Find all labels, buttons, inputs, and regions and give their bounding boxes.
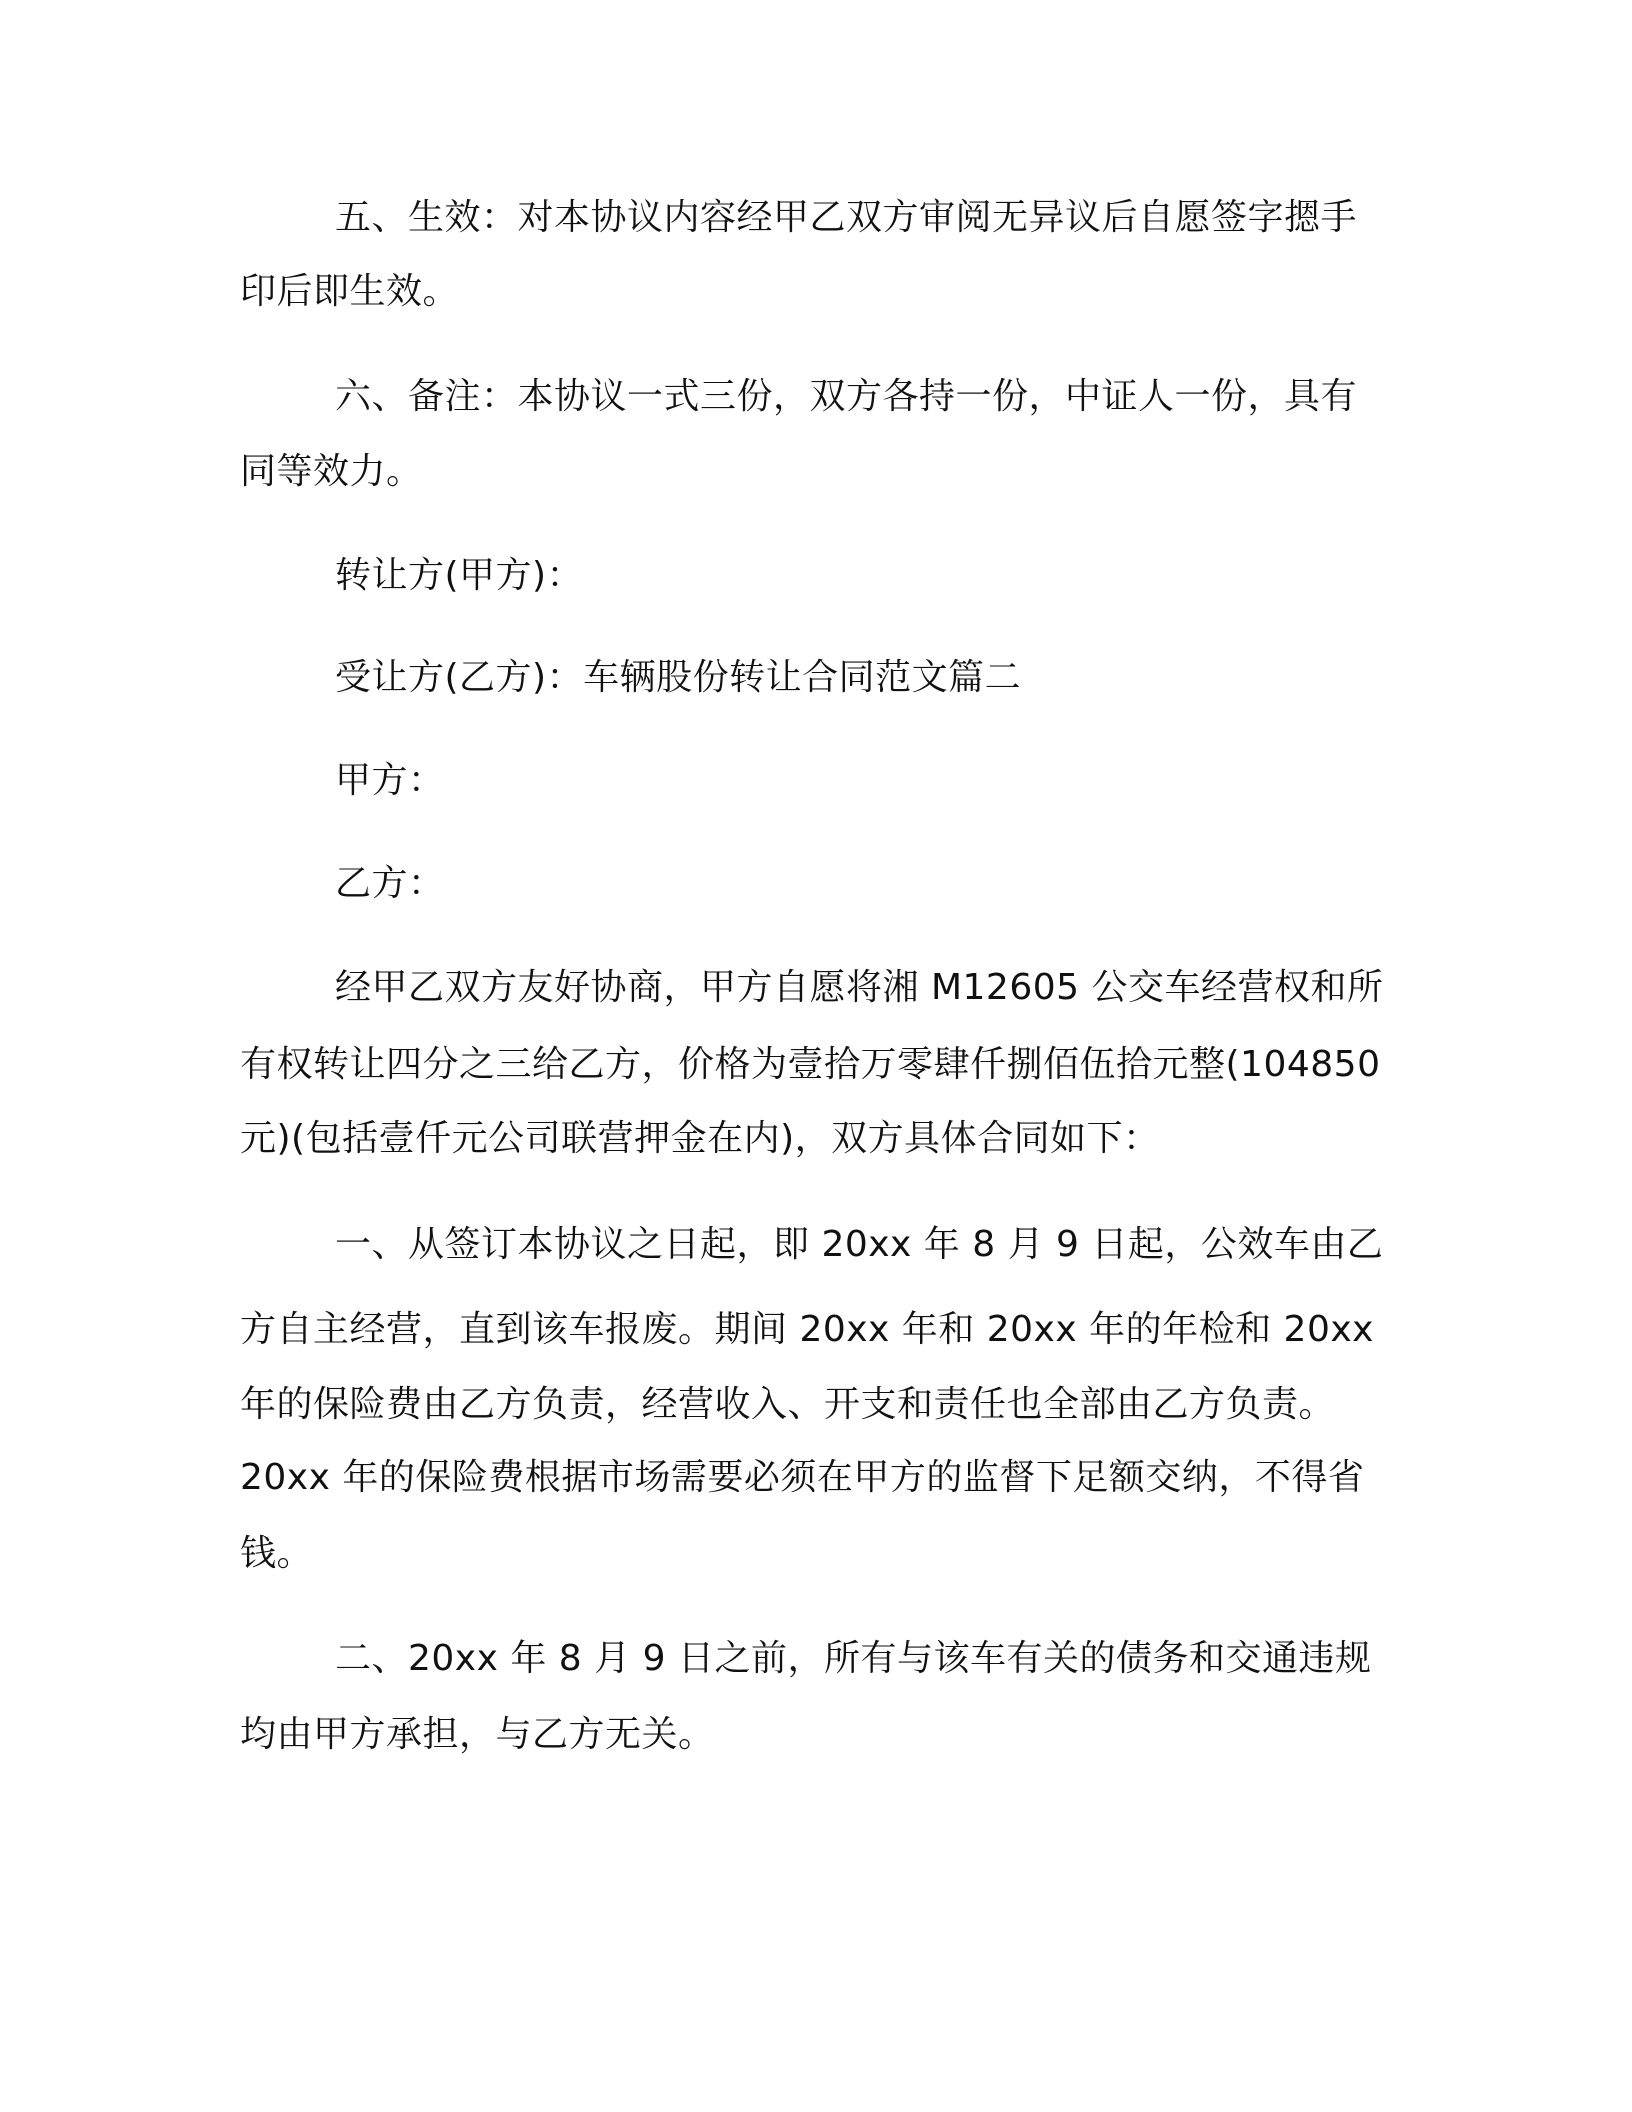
transferor-label: 转让方(甲方)： [335, 555, 584, 596]
clause-one-line-5: 钱。 [240, 1533, 314, 1574]
clause-one-line-1: 一、从签订本协议之日起，即 20xx 年 8 月 9 日起，公效车由乙 [335, 1224, 1384, 1265]
intro-paragraph-line-2: 有权转让四分之三给乙方，价格为壹拾万零肆仟捌佰伍拾元整(104850 [240, 1044, 1381, 1085]
clause-one-line-3: 年的保险费由乙方负责，经营收入、开支和责任也全部由乙方负责。 [240, 1384, 1336, 1425]
clause-two-line-1: 二、20xx 年 8 月 9 日之前，所有与该车有关的债务和交通违规 [335, 1638, 1372, 1679]
paragraph-effective-line-2: 印后即生效。 [240, 271, 460, 312]
clause-one-line-4: 20xx 年的保险费根据市场需要必须在甲方的监督下足额交纳，不得省 [240, 1457, 1365, 1498]
intro-paragraph-line-1: 经甲乙双方友好协商，甲方自愿将湘 M12605 公交车经营权和所 [335, 967, 1384, 1008]
paragraph-remarks-line-2: 同等效力。 [240, 451, 423, 492]
transferee-label: 受让方(乙方)：车辆股份转让合同范文篇二 [335, 657, 1022, 698]
clause-two-line-2: 均由甲方承担，与乙方无关。 [240, 1714, 715, 1755]
paragraph-remarks-line-1: 六、备注：本协议一式三份，双方各持一份，中证人一份，具有 [335, 376, 1358, 417]
party-a-label: 甲方： [335, 760, 445, 801]
intro-paragraph-line-3: 元)(包括壹仟元公司联营押金在内)，双方具体合同如下： [240, 1118, 1160, 1159]
clause-one-line-2: 方自主经营，直到该车报废。期间 20xx 年和 20xx 年的年检和 20xx [240, 1309, 1374, 1350]
party-b-label: 乙方： [335, 863, 445, 904]
paragraph-effective-line-1: 五、生效：对本协议内容经甲乙双方审阅无异议后自愿签字摁手 [335, 197, 1358, 238]
